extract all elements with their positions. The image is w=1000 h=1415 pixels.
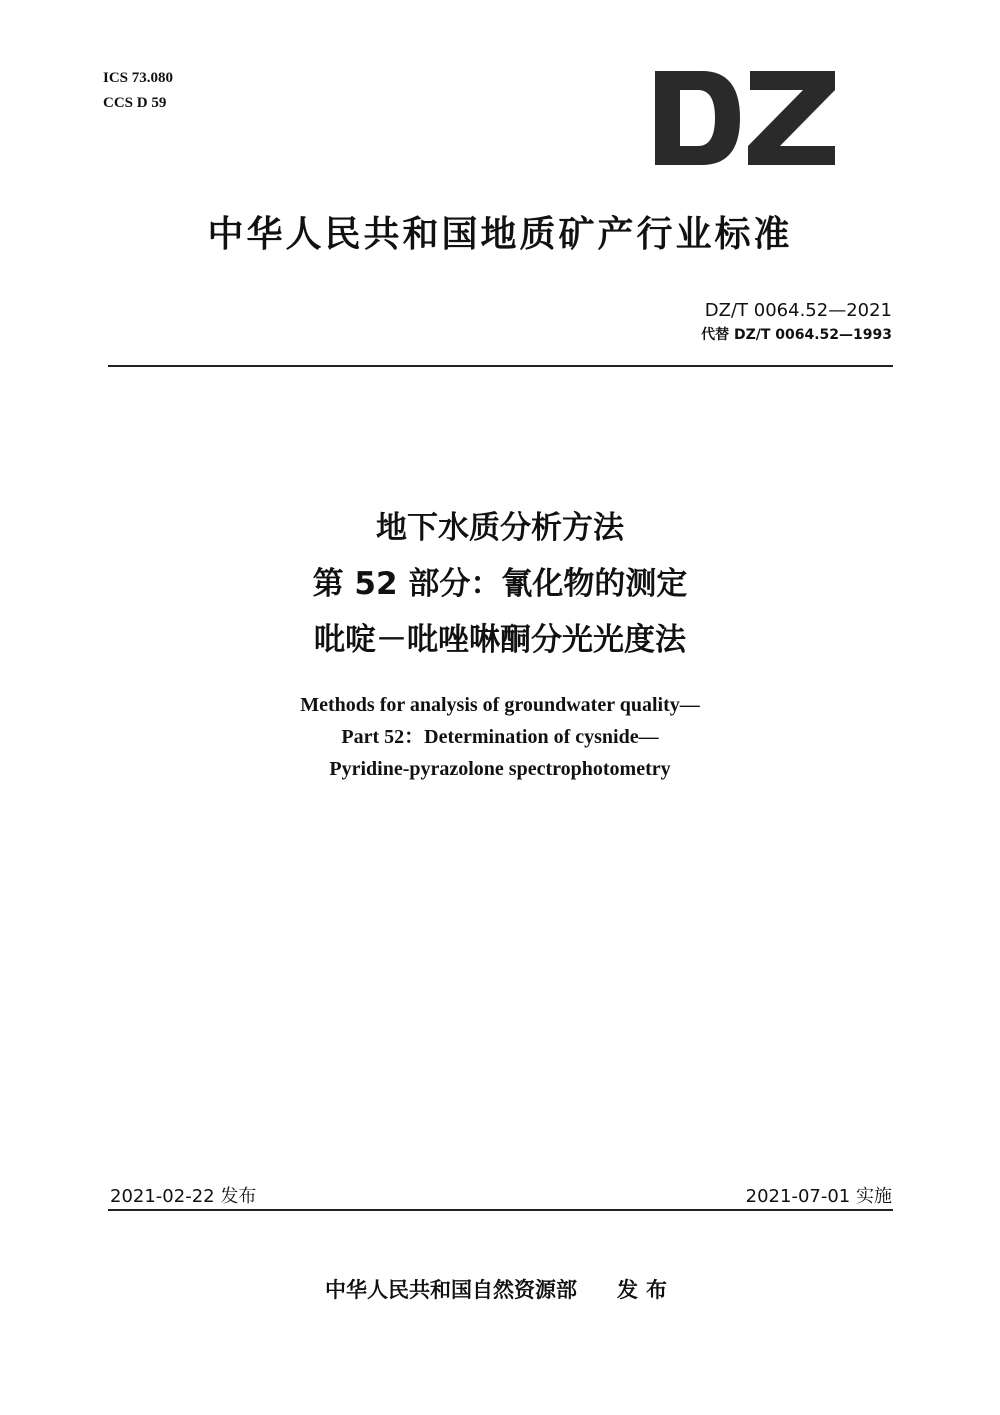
header-divider — [108, 365, 893, 367]
issue-date: 2021-02-22 发布 — [110, 1186, 257, 1207]
chinese-title-line-3: 吡啶－吡唑啉酮分光光度法 — [314, 622, 686, 658]
standard-number: DZ/T 0064.52—2021 — [704, 300, 892, 321]
publish-action: 发布 — [617, 1278, 675, 1302]
dz-logo-letter-z — [748, 71, 835, 165]
dz-logo — [650, 68, 840, 168]
english-title — [0, 689, 1000, 785]
chinese-title-line-1: 地下水质分析方法 — [376, 510, 624, 546]
publisher-line — [0, 1274, 1000, 1304]
publisher-name: 中华人民共和国自然资源部 — [325, 1278, 577, 1302]
chinese-title-line-2: 第 52 部分：氰化物的测定 — [312, 566, 688, 602]
english-title-line-3: Pyridine-pyrazolone spectrophotometry — [329, 758, 671, 780]
organization-title: 中华人民共和国地质矿产行业标准 — [207, 214, 793, 255]
chinese-title — [0, 500, 1000, 668]
dz-logo-letter-d — [655, 71, 740, 165]
english-title-line-2: Part 52：Determination of cysnide— — [341, 726, 659, 748]
implementation-date: 2021-07-01 实施 — [745, 1186, 892, 1207]
english-title-line-1: Methods for analysis of groundwater quality— — [300, 694, 700, 716]
standard-number-block — [701, 298, 892, 346]
footer-divider — [108, 1209, 893, 1211]
classification-codes — [103, 66, 173, 116]
ics-code: ICS 73.080 — [103, 70, 174, 86]
replaced-standard: 代替 DZ/T 0064.52—1993 — [701, 327, 892, 343]
ccs-code: CCS D 59 — [103, 95, 167, 111]
